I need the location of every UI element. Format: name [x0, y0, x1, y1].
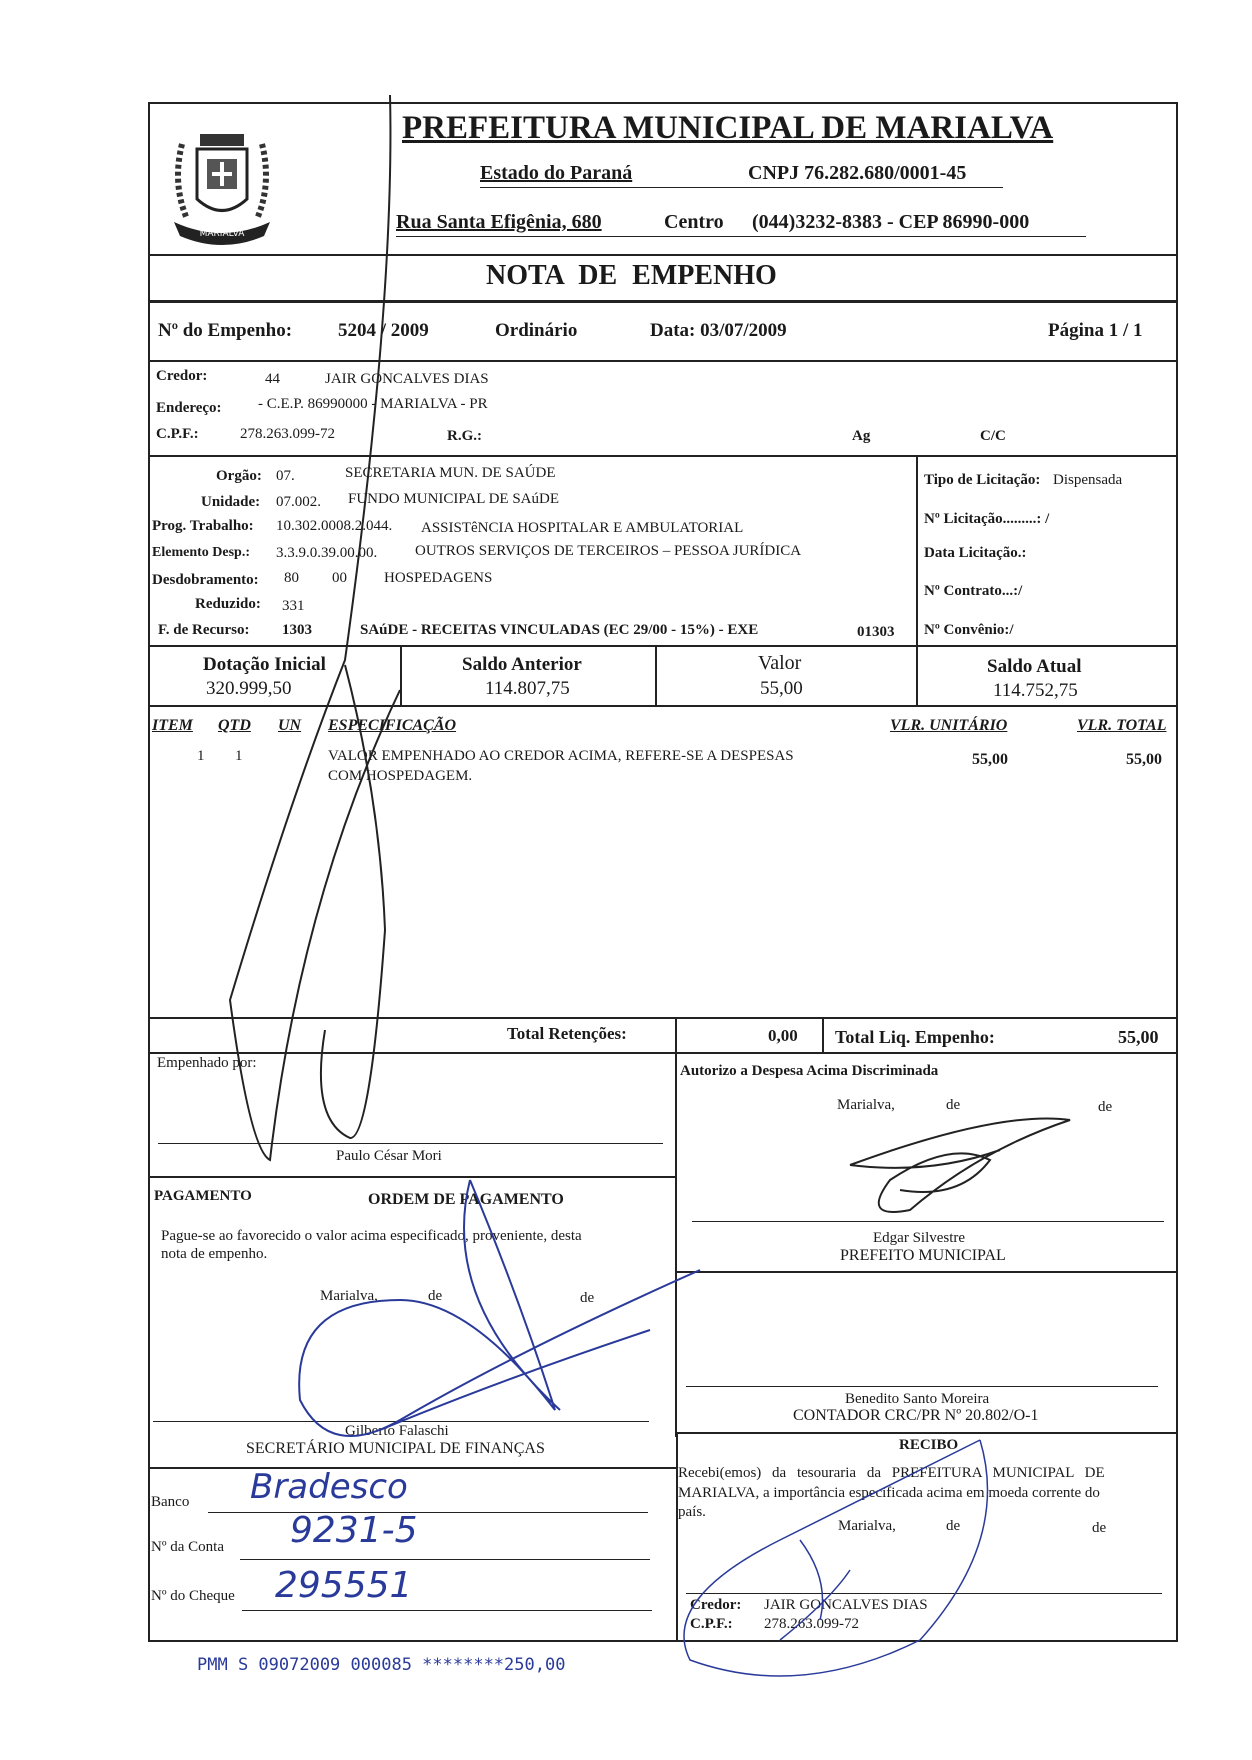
recibo-cpf: 278.263.099-72 — [764, 1616, 859, 1632]
rule — [148, 455, 1178, 457]
licitacao-tipo: Dispensada — [1053, 472, 1123, 488]
item-vlr-unitario: 55,00 — [972, 751, 1008, 768]
retencoes: 0,00 — [768, 1026, 798, 1045]
secretario-name: Gilberto Falaschi — [345, 1423, 449, 1439]
unidade-label: Unidade: — [201, 494, 261, 510]
reduzido: 331 — [282, 598, 305, 614]
fonte: SAúDE - RECEITAS VINCULADAS (EC 29/00 - 15%) - EXE — [360, 622, 759, 638]
col-item: ITEM — [152, 717, 193, 734]
rule — [148, 360, 1178, 362]
banco-handwritten: Bradesco — [250, 1467, 408, 1507]
conta-handwritten: 9231-5 — [290, 1510, 418, 1551]
elem-label: Elemento Desp.: — [152, 545, 250, 560]
endereco: - C.E.P. 86990000 - MARIALVA - PR — [258, 396, 488, 412]
rule — [480, 187, 1003, 188]
conta-label: Nº da Conta — [151, 1539, 224, 1555]
rule — [675, 1017, 677, 1437]
crest-label: MARIALVA — [199, 229, 245, 239]
doc-title: NOTA DE EMPENHO — [486, 260, 777, 291]
rule — [242, 1610, 652, 1611]
contador-name: Benedito Santo Moreira — [845, 1391, 990, 1407]
recibo-credor: JAIR GONCALVES DIAS — [764, 1597, 928, 1613]
empenhado-name: Paulo César Mori — [336, 1148, 442, 1164]
desd-a: 80 — [284, 570, 299, 586]
header-street: Rua Santa Efigênia, 680 — [396, 211, 602, 233]
header-title: PREFEITURA MUNICIPAL DE MARIALVA — [402, 110, 1054, 146]
rule — [148, 705, 1178, 707]
cheque-label: Nº do Cheque — [151, 1588, 235, 1604]
orgao-label: Orgão: — [216, 468, 262, 484]
rule — [153, 1421, 649, 1422]
convenio: Nº Convênio:/ — [924, 622, 1014, 638]
empenho-date: Data: 03/07/2009 — [650, 320, 787, 341]
dotacao-label: Dotação Inicial — [203, 654, 326, 675]
rule — [692, 1221, 1164, 1222]
page-number: Página 1 / 1 — [1048, 320, 1143, 341]
pagamento-de1: de — [428, 1288, 443, 1304]
fonte-num: 01303 — [857, 624, 895, 640]
ordem-pagamento-title: ORDEM DE PAGAMENTO — [368, 1191, 564, 1208]
unidade: FUNDO MUNICIPAL DE SAúDE — [348, 491, 559, 507]
cheque-handwritten: 295551 — [275, 1565, 413, 1606]
recibo-credor-label: Credor: — [690, 1597, 742, 1613]
item-qtd: 1 — [235, 748, 243, 764]
orgao-code: 07. — [276, 468, 295, 484]
fonte-code: 1303 — [282, 622, 312, 638]
contrato: Nº Contrato...:/ — [924, 583, 1023, 599]
elem: OUTROS SERVIÇOS DE TERCEIROS – PESSOA JURÍDICA — [415, 543, 802, 559]
municipal-crest — [152, 104, 292, 252]
credor-label: Credor: — [156, 368, 208, 384]
item-desc-line1: VALOR EMPENHADO AO CREDOR ACIMA, REFERE-SE A DESPESAS — [328, 748, 794, 764]
item-desc-line2: COM HOSPEDAGEM. — [328, 768, 473, 784]
rule — [396, 236, 1086, 237]
rule — [916, 645, 918, 705]
recibo-text2: MARIALVA, a importância especificada acima em moeda corrente do — [678, 1485, 1100, 1501]
orgao: SECRETARIA MUN. DE SAÚDE — [345, 465, 556, 481]
saldo-atual-label: Saldo Atual — [987, 656, 1082, 677]
prog: ASSISTêNCIA HOSPITALAR E AMBULATORIAL — [421, 520, 744, 536]
rule — [400, 645, 402, 705]
credor-code: 44 — [265, 371, 280, 387]
ag-label: Ag — [852, 428, 871, 444]
saldo-anterior-label: Saldo Anterior — [462, 654, 582, 675]
rule — [676, 1432, 678, 1640]
licitacao-tipo-label: Tipo de Licitação: — [924, 472, 1041, 488]
elem-code: 3.3.9.0.39.00.00. — [276, 545, 378, 561]
recibo-city: Marialva, — [838, 1518, 896, 1534]
autorizo-label: Autorizo a Despesa Acima Discriminada — [680, 1063, 939, 1079]
desd-label: Desdobramento: — [152, 572, 259, 588]
rule — [148, 1467, 676, 1469]
prog-code: 10.302.0008.2.044. — [276, 518, 393, 534]
bank-stamp: PMM S 09072009 000085 ********250,00 — [197, 1655, 566, 1675]
prefeito-name: Edgar Silvestre — [873, 1230, 966, 1246]
rule — [208, 1512, 648, 1513]
liquido: 55,00 — [1118, 1027, 1159, 1047]
col-qtd: QTD — [218, 717, 251, 734]
pagamento-text2: nota de empenho. — [161, 1246, 268, 1262]
header-state: Estado do Paraná — [480, 162, 633, 184]
saldo-atual: 114.752,75 — [993, 680, 1078, 701]
recibo-text3: país. — [678, 1504, 706, 1520]
valor-label: Valor — [758, 652, 802, 674]
recibo-de2: de — [1092, 1520, 1107, 1536]
rule — [148, 1052, 1178, 1054]
rule — [148, 645, 1178, 647]
pagamento-de2: de — [580, 1290, 595, 1306]
empenho-num-label: Nº do Empenho: — [158, 320, 293, 341]
fonte-label: F. de Recurso: — [158, 622, 250, 638]
rule — [148, 1017, 1178, 1019]
pagamento-label: PAGAMENTO — [154, 1188, 252, 1204]
licitacao-num: Nº Licitação.........: / — [924, 511, 1050, 527]
cpf: 278.263.099-72 — [240, 426, 335, 442]
recibo-title: RECIBO — [899, 1437, 959, 1453]
contador-role: CONTADOR CRC/PR Nº 20.802/O-1 — [793, 1407, 1039, 1424]
frame-top — [148, 102, 1178, 104]
rule — [676, 1432, 1178, 1434]
reduzido-label: Reduzido: — [195, 596, 261, 612]
empenhado-label: Empenhado por: — [157, 1055, 257, 1071]
endereco-label: Endereço: — [156, 400, 222, 416]
prefeito-role: PREFEITO MUNICIPAL — [840, 1247, 1006, 1264]
rule — [686, 1593, 1162, 1594]
retencoes-label: Total Retenções: — [507, 1024, 627, 1043]
pagamento-city: Marialva, — [320, 1288, 378, 1304]
rule — [240, 1559, 650, 1560]
frame-bottom — [148, 1640, 1178, 1642]
rule — [916, 455, 918, 645]
rule — [148, 1176, 676, 1178]
banco-label: Banco — [151, 1494, 190, 1510]
dotacao: 320.999,50 — [206, 678, 292, 699]
rg-label: R.G.: — [447, 428, 482, 444]
rule — [686, 1386, 1158, 1387]
rule — [148, 254, 1178, 256]
header-cnpj: CNPJ 76.282.680/0001-45 — [748, 162, 967, 184]
unidade-code: 07.002. — [276, 494, 321, 510]
prog-label: Prog. Trabalho: — [152, 518, 254, 534]
col-un: UN — [278, 717, 302, 734]
valor: 55,00 — [760, 678, 803, 699]
frame-right — [1176, 102, 1178, 1642]
header-district: Centro — [664, 211, 724, 233]
frame-left — [148, 102, 150, 1642]
rule — [822, 1017, 824, 1053]
empenho-type: Ordinário — [495, 320, 578, 341]
rule — [676, 1271, 1178, 1273]
item-number: 1 — [197, 748, 205, 764]
col-especificacao: ESPECIFICAÇÃO — [328, 717, 457, 734]
header-phone: (044)3232-8383 - CEP 86990-000 — [752, 211, 1030, 233]
credor-name: JAIR GONCALVES DIAS — [325, 371, 489, 387]
autorizo-city: Marialva, — [837, 1097, 895, 1113]
secretario-role: SECRETÁRIO MUNICIPAL DE FINANÇAS — [246, 1440, 545, 1457]
rule — [148, 300, 1178, 303]
col-vlr-total: VLR. TOTAL — [1077, 717, 1167, 734]
desd: HOSPEDAGENS — [384, 570, 493, 586]
pagamento-text1: Pague-se ao favorecido o valor acima especificado, proveniente, desta — [161, 1228, 582, 1244]
item-vlr-total: 55,00 — [1126, 751, 1162, 768]
recibo-text1: Recebi(emos) da tesouraria da PREFEITURA MUNICIPAL DE — [678, 1465, 1105, 1481]
liquido-label: Total Liq. Empenho: — [835, 1027, 995, 1047]
rule — [158, 1143, 663, 1144]
licitacao-data: Data Licitação.: — [924, 545, 1027, 561]
empenho-num: 5204 / 2009 — [338, 320, 429, 341]
cc-label: C/C — [980, 428, 1006, 444]
cpf-label: C.P.F.: — [156, 426, 199, 442]
col-vlr-unitario: VLR. UNITÁRIO — [890, 717, 1008, 734]
recibo-cpf-label: C.P.F.: — [690, 1616, 733, 1632]
desd-b: 00 — [332, 570, 347, 586]
saldo-anterior: 114.807,75 — [485, 678, 570, 699]
recibo-de1: de — [946, 1518, 961, 1534]
autorizo-de1: de — [946, 1097, 961, 1113]
rule — [655, 645, 657, 705]
autorizo-de2: de — [1098, 1099, 1113, 1115]
